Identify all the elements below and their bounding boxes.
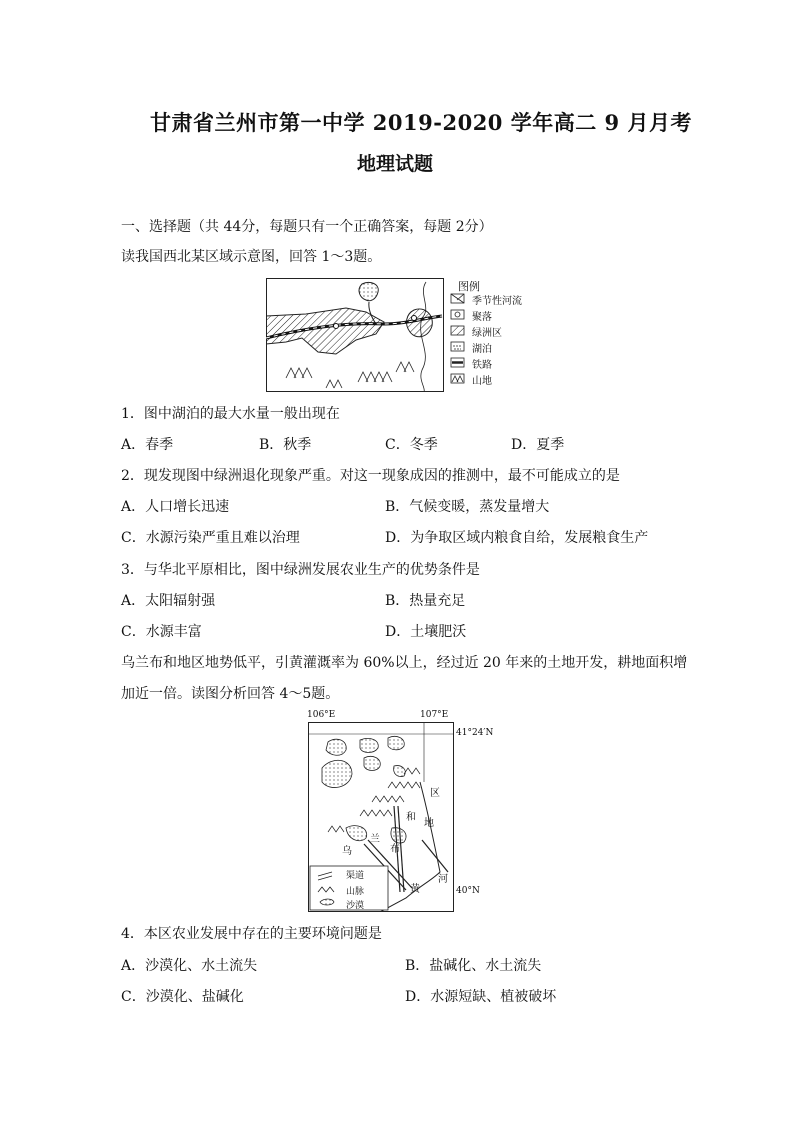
question-4-option-c: C．沙漠化、盐碱化 bbox=[121, 989, 244, 1005]
question-3-option-d: D．土壤肥沃 bbox=[385, 624, 467, 640]
map2-label-di-2: 地 bbox=[424, 818, 434, 829]
question-4-stem: 4．本区农业发展中存在的主要环境问题是 bbox=[121, 926, 382, 942]
legend-oasis: 绿洲区 bbox=[472, 328, 502, 339]
map2-label-river: 河 bbox=[438, 874, 448, 885]
question-1-option-a: A．春季 bbox=[121, 437, 174, 453]
map1-legend bbox=[450, 292, 570, 392]
legend-railway: 铁路 bbox=[472, 360, 492, 371]
question-3-option-a: A．太阳辐射强 bbox=[121, 593, 216, 609]
map2-label-bu: 布 bbox=[390, 844, 400, 855]
page-subtitle: 地理试题 bbox=[357, 153, 434, 175]
map2-lon-left: 106°E bbox=[307, 710, 336, 720]
map1-legend-title: 图例 bbox=[458, 280, 480, 293]
map2-legend-desert: 沙漠 bbox=[346, 901, 365, 911]
region-map-1-svg bbox=[266, 278, 444, 392]
legend-mountain: 山地 bbox=[472, 376, 492, 387]
map2-label-huang: 黄 bbox=[410, 884, 420, 895]
question-1-option-d: D．夏季 bbox=[511, 437, 565, 453]
intro-text-2-line-1: 乌兰布和地区地势低平，引黄灌溉率为 60%以上，经过近 20 年来的土地开发，耕地面积增 bbox=[121, 655, 688, 671]
map2-legend-mountain: 山脉 bbox=[346, 887, 365, 897]
map2-label-qu: 区 bbox=[430, 788, 440, 799]
legend-settlement: 聚落 bbox=[472, 312, 492, 323]
legend-lake: 湖泊 bbox=[472, 344, 492, 355]
question-1-option-c: C．冬季 bbox=[385, 437, 438, 453]
question-2-stem: 2．现发现图中绿洲退化现象严重。对这一现象成因的推测中，最不可能成立的是 bbox=[121, 468, 620, 484]
map2-label-lan: 兰 bbox=[370, 834, 380, 845]
map2-lat-bottom: 40°N bbox=[456, 886, 480, 896]
map2-legend-canal: 渠道 bbox=[346, 871, 365, 881]
intro-text-2-line-2: 加近一倍。读图分析回答 4～5题。 bbox=[121, 686, 340, 702]
section-heading: 一、选择题（共 44分，每题只有一个正确答案，每题 2分） bbox=[121, 219, 493, 235]
question-1-stem: 1．图中湖泊的最大水量一般出现在 bbox=[121, 406, 340, 422]
region-map-1 bbox=[266, 278, 444, 392]
question-3-stem: 3．与华北平原相比，图中绿洲发展农业生产的优势条件是 bbox=[121, 562, 480, 578]
question-1-option-b: B．秋季 bbox=[259, 437, 312, 453]
map2-lon-right: 107°E bbox=[420, 710, 449, 720]
legend-symbols bbox=[450, 292, 466, 392]
question-2-option-d: D．为争取区域内粮食自给，发展粮食生产 bbox=[385, 530, 649, 546]
intro-text-1: 读我国西北某区域示意图，回答 1～3题。 bbox=[121, 249, 382, 265]
page-title: 甘肃省兰州市第一中学 2019-2020 学年高二 9 月月考 bbox=[150, 110, 692, 135]
question-4-option-b: B．盐碱化、水土流失 bbox=[405, 958, 542, 974]
question-4-option-d: D．水源短缺、植被破坏 bbox=[405, 989, 557, 1005]
question-3-option-b: B．热量充足 bbox=[385, 593, 466, 609]
question-4-option-a: A．沙漠化、水土流失 bbox=[121, 958, 258, 974]
map2-lat-top: 41°24′N bbox=[456, 728, 494, 738]
map2-label-he: 和 bbox=[406, 812, 416, 823]
map2-label-wu: 乌 bbox=[342, 846, 352, 857]
question-2-option-c: C．水源污染严重且难以治理 bbox=[121, 530, 300, 546]
question-3-option-c: C．水源丰富 bbox=[121, 624, 202, 640]
question-2-option-b: B．气候变暖，蒸发量增大 bbox=[385, 499, 550, 515]
question-2-option-a: A．人口增长迅速 bbox=[121, 499, 230, 515]
region-map-2 bbox=[308, 722, 454, 912]
legend-seasonal-river: 季节性河流 bbox=[472, 296, 522, 307]
